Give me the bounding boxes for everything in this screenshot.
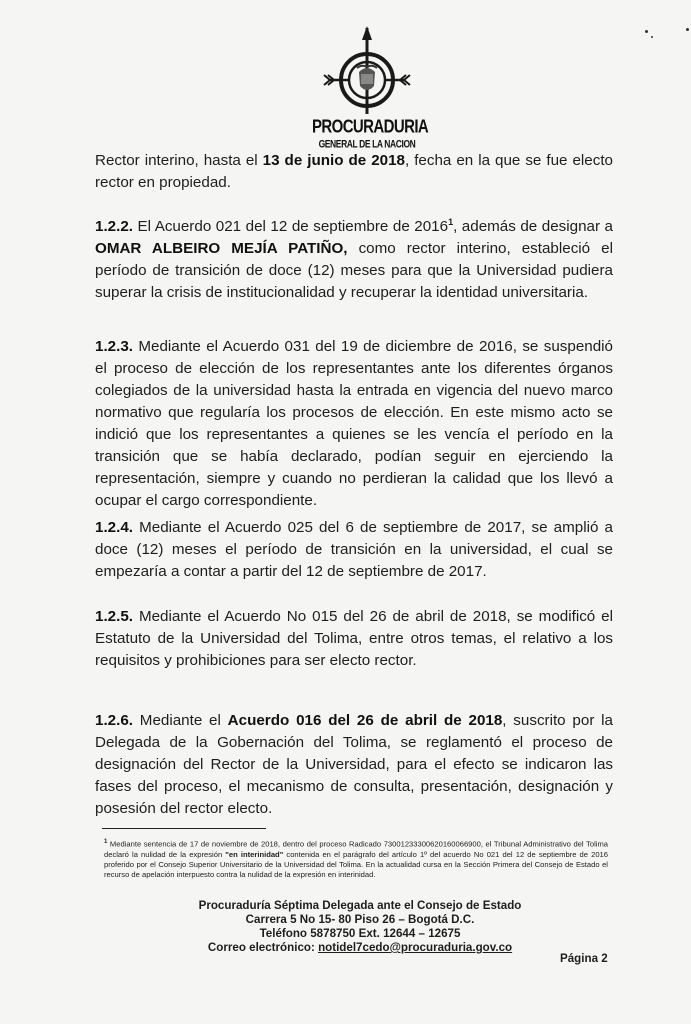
- logo-title: PROCURADURIA: [312, 116, 429, 138]
- procuraduria-logo: [312, 18, 429, 150]
- page-number: Página 2: [560, 952, 608, 965]
- text-run: Mediante el: [133, 712, 228, 729]
- footnote: [104, 837, 608, 880]
- bold-text: 13 de junio de 2018: [262, 152, 405, 169]
- paragraph-1-2-6: [95, 710, 613, 820]
- logo-subtitle: GENERAL DE LA NACION: [318, 137, 416, 150]
- paragraph-1-2-3: [95, 336, 613, 512]
- bold-text: Acuerdo 016 del 26 de abril de 2018: [227, 712, 503, 729]
- text-run: como rector interino, estableció el período de transición de doce (12) meses para que la Universidad pudiera superar la crisis de institucionalidad y recuperar la identidad universitaria.: [95, 240, 613, 301]
- text-run: El Acuerdo 021 del 12 de septiembre de 2016: [133, 218, 449, 235]
- scan-speck: [686, 28, 689, 31]
- text-run: Mediante sentencia de 17 de noviembre de 2018, dentro del proceso Radicado 73001233300620160066900, el Tribunal Administrativo del Tolima declaró la nulidad de la expresión: [104, 839, 608, 859]
- section-number: 1.2.6.: [95, 712, 133, 729]
- footer-phone: Teléfono 5878750 Ext. 12644 – 12675: [259, 927, 461, 940]
- footer-email-line: [170, 941, 550, 955]
- footnote-reference: 1: [448, 216, 454, 227]
- footnote-marker: 1: [104, 839, 108, 845]
- paragraph-continuation: [95, 150, 613, 194]
- bold-text: "en interinidad": [225, 849, 284, 859]
- footer-email-label: Correo electrónico:: [207, 941, 319, 954]
- text-run: Mediante el Acuerdo 025 del 6 de septiembre de 2017, se amplió a doce (12) meses el período de transición en la universidad, el cual se empezaría a contar a partir del 12 de septiembre de 2017.: [95, 519, 613, 580]
- text-run: Mediante el Acuerdo No 015 del 26 de abril de 2018, se modificó el Estatuto de la Universidad del Tolima, entre otros temas, el relativo a los requisitos y prohibiciones para ser electo rector.: [95, 608, 613, 669]
- section-number: 1.2.2.: [95, 218, 133, 235]
- section-number: 1.2.5.: [95, 608, 133, 625]
- text-run: Rector interino, hasta el: [95, 152, 263, 169]
- text-run: , suscrito por la Delegada de la Gobernación del Tolima, se reglamentó el proceso de designación del Rector de la Universidad, para el efecto se indicaron las fases del proceso, el mecanismo de consulta, presentación, designación y posesión del rector electo.: [95, 712, 613, 817]
- footer-address: Carrera 5 No 15- 80 Piso 26 – Bogotá D.C.: [245, 913, 475, 926]
- text-run: , fecha en la que se fue electo rector en propiedad.: [95, 152, 613, 191]
- text-run: , además de designar a: [453, 218, 613, 235]
- section-number: 1.2.4.: [95, 519, 133, 536]
- scan-speck: [651, 36, 653, 38]
- footer-contact: [170, 899, 550, 955]
- footnote-text: [104, 840, 608, 880]
- footer-email-link[interactable]: notidel7cedo@procuraduria.gov.co: [318, 941, 513, 954]
- text-run: Mediante el Acuerdo 031 del 19 de diciembre de 2016, se suspendió el proceso de elección de los representantes ante los diferentes órganos colegiados de la universidad hasta la entrada en vigencia del nuevo marco normativo que regularía los procesos de elección. En este mismo acto se indició que los representantes a quienes se les vencía el período en la transición que se había declarado, podían seguir en ejerciendo la representación, siempre y cuando no perdieran la calidad que los llevó a ocupar el cargo correspondiente.: [95, 338, 613, 509]
- procuraduria-emblem-icon: [312, 18, 422, 118]
- bold-text: OMAR ALBEIRO MEJÍA PATIÑO,: [95, 240, 348, 257]
- section-number: 1.2.3.: [95, 338, 133, 355]
- paragraph-1-2-4: [95, 517, 613, 583]
- footer-office: Procuraduría Séptima Delegada ante el Consejo de Estado: [198, 899, 522, 912]
- paragraph-1-2-2: [95, 216, 613, 304]
- text-run: contenida en el parágrafo del artículo 1º del acuerdo No 021 del 12 de septiembre de 2016 proferido por el Consejo Superior Universitario de la Universidad del Tolima. En la actualidad cursa en la Sección Primera del Consejo de Estado el recurso de apelación interpuesto contra la nulidad de la expresión en interinidad.: [104, 849, 608, 880]
- footnote-divider: [102, 828, 266, 829]
- paragraph-1-2-5: [95, 606, 613, 672]
- scan-speck: [645, 30, 648, 33]
